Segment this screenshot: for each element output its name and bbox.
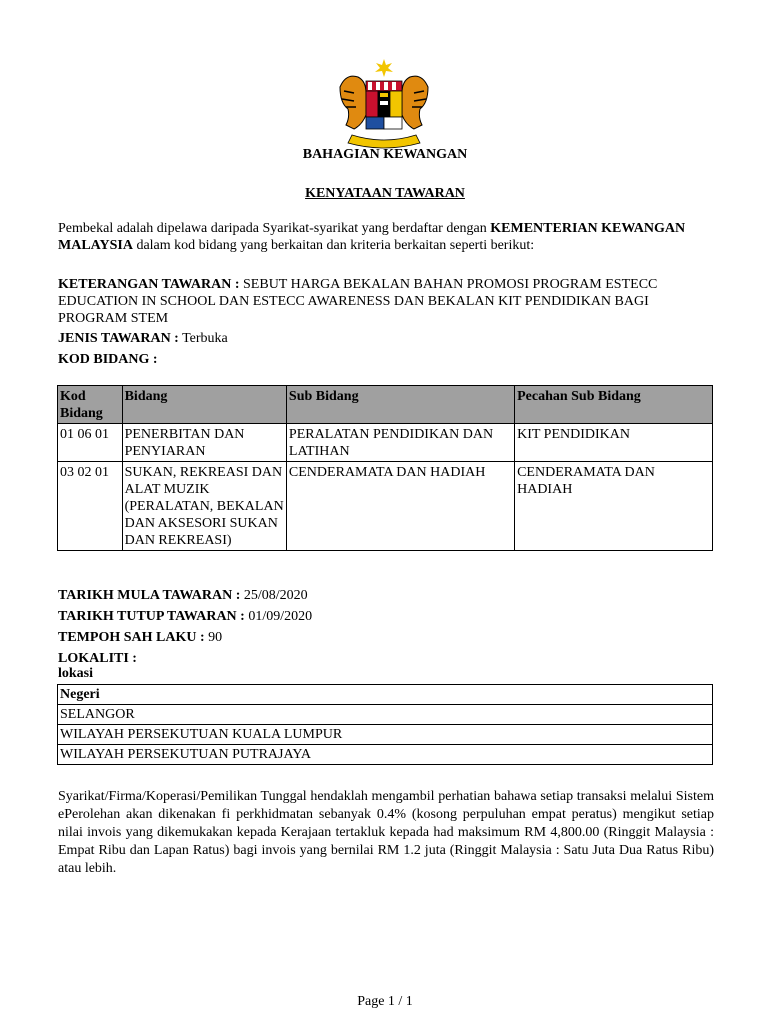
jenis-tawaran xyxy=(58,330,718,347)
service-fee-note: Syarikat/Firma/Koperasi/Pemilikan Tunggal hendaklah mengambil perhatian bahawa setiap transaksi melalui Sistem ePerolehan akan dikenakan fi perkhidmatan sebanyak 0.4% (kosong perpuluhan empat peratus) mengikut setiap nilai invois yang dikemukakan kepada Kerajaan tertakluk kepada had maksimum RM 4,800.00 (Ringgit Malaysia : Empat Ribu dan Lapan Ratus) bagi invois yang bernilai RM 1.2 juta (Ringgit Malaysia : Satu Juta Dua Ratus Ribu) atau lebih. xyxy=(58,789,714,876)
cell-bidang: SUKAN, REKREASI DAN ALAT MUZIK (PERALATAN, BEKALAN DAN AKSESORI SUKAN DAN REKREASI) xyxy=(122,462,286,551)
tempoh-label: TEMPOH SAH LAKU : xyxy=(58,630,205,645)
tarikh-tutup xyxy=(58,606,312,627)
intro-text-2: dalam kod bidang yang berkaitan dan kriteria berkaitan seperti berikut: xyxy=(132,238,535,253)
keterangan-value: SEBUT HARGA BEKALAN BAHAN PROMOSI PROGRAM ESTECC EDUCATION IN SCHOOL DAN ESTECC AWARENESS DAN BEKALAN KIT PENDIDIKAN BAGI PROGRAM STEM xyxy=(58,277,658,326)
page-number: Page 1 / 1 xyxy=(357,994,413,1009)
cell-sub-bidang: CENDERAMATA DAN HADIAH xyxy=(286,462,514,551)
kod-bidang-text: KOD BIDANG : xyxy=(58,352,158,367)
cell-pecahan: CENDERAMATA DAN HADIAH xyxy=(515,462,713,551)
tempoh-value: 90 xyxy=(208,630,223,645)
col-negeri: Negeri xyxy=(58,685,713,705)
cell-pecahan: KIT PENDIDIKAN xyxy=(515,424,713,462)
cell-bidang: PENERBITAN DAN PENYIARAN xyxy=(122,424,286,462)
tempoh-sah-laku xyxy=(58,627,312,648)
department-heading: BAHAGIAN KEWANGAN xyxy=(302,147,468,162)
negeri-cell: SELANGOR xyxy=(58,705,713,725)
table-row xyxy=(58,745,713,765)
tarikh-mula xyxy=(58,585,312,606)
intro-paragraph xyxy=(58,220,718,254)
cell-sub-bidang: PERALATAN PENDIDIKAN DAN LATIHAN xyxy=(286,424,514,462)
tarikh-tutup-value: 01/09/2020 xyxy=(248,609,313,624)
lokaliti: LOKALITI : xyxy=(58,651,137,666)
jenis-label: JENIS TAWARAN : xyxy=(58,331,179,346)
jenis-value: Terbuka xyxy=(182,331,228,346)
keterangan-label: KETERANGAN TAWARAN : xyxy=(58,277,240,292)
col-pecahan-sub-bidang: Pecahan Sub Bidang xyxy=(515,386,713,424)
negeri-cell: WILAYAH PERSEKUTUAN PUTRAJAYA xyxy=(58,745,713,765)
table-row xyxy=(58,424,713,462)
tarikh-mula-label: TARIKH MULA TAWARAN : xyxy=(58,588,241,603)
keterangan-tawaran xyxy=(58,276,718,327)
kod-bidang-label xyxy=(58,351,718,368)
intro-text-1: Pembekal adalah dipelawa daripada Syarikat-syarikat yang berdaftar dengan xyxy=(58,221,491,236)
col-sub-bidang: Sub Bidang xyxy=(286,386,514,424)
col-kod-bidang: Kod Bidang xyxy=(58,386,123,424)
cell-kod: 03 02 01 xyxy=(58,462,123,551)
table-header-row xyxy=(58,386,713,424)
negeri-cell: WILAYAH PERSEKUTUAN KUALA LUMPUR xyxy=(58,725,713,745)
malaysia-coat-of-arms-icon xyxy=(330,57,438,149)
tarikh-tutup-label: TARIKH TUTUP TAWARAN : xyxy=(58,609,245,624)
tarikh-mula-value: 25/08/2020 xyxy=(243,588,308,603)
cell-kod: 01 06 01 xyxy=(58,424,123,462)
table-row xyxy=(58,705,713,725)
tender-dates xyxy=(58,585,312,669)
kod-bidang-table xyxy=(57,385,713,551)
table-row xyxy=(58,462,713,551)
intro-ministry: KEMENTERIAN KEWANGAN MALAYSIA xyxy=(58,221,686,253)
document-title: KENYATAAN TAWARAN xyxy=(305,186,465,201)
lokasi-table xyxy=(57,684,713,765)
lokasi-label: lokasi xyxy=(58,666,94,681)
col-bidang: Bidang xyxy=(122,386,286,424)
table-row xyxy=(58,725,713,745)
